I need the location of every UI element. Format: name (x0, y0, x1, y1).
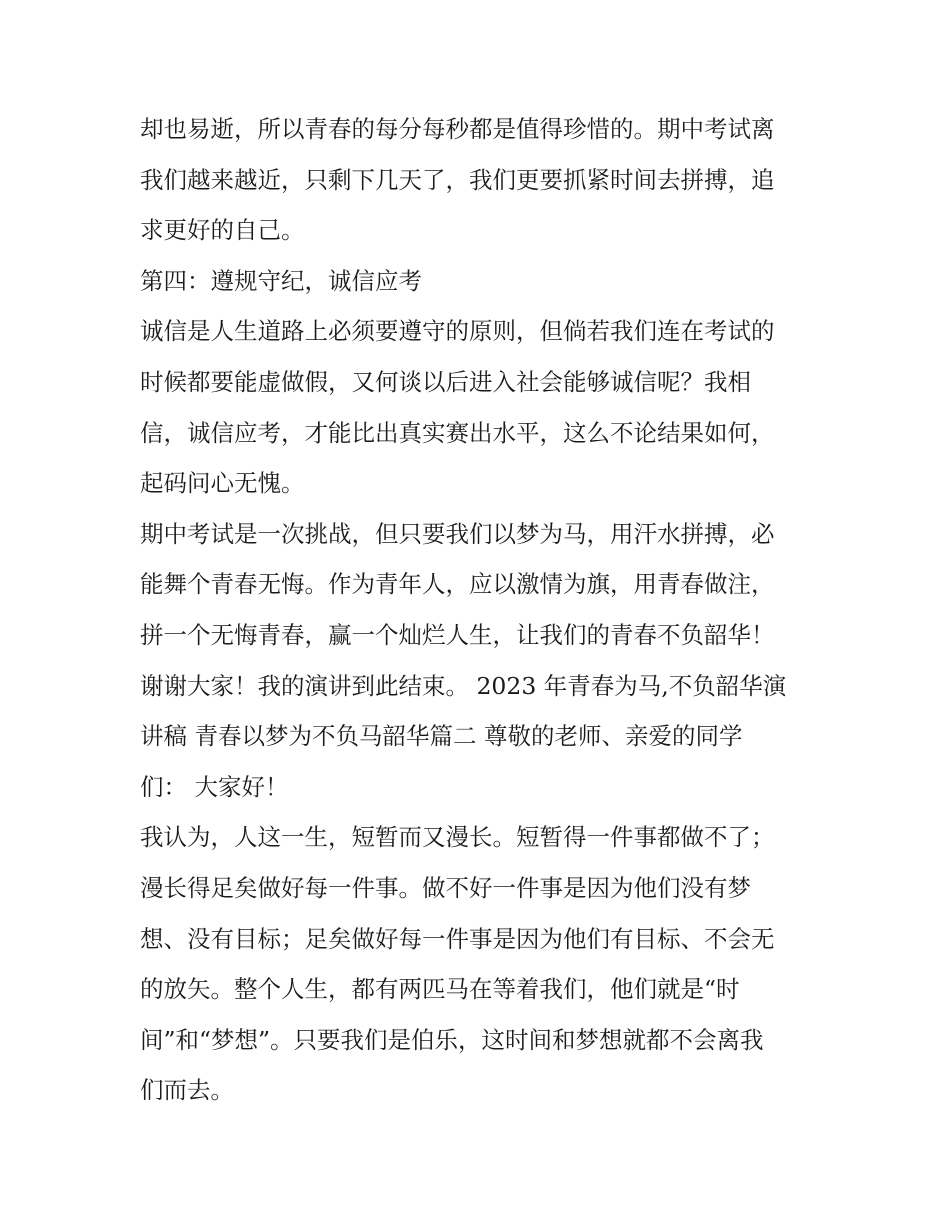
text-line: 间”和“梦想”。只要我们是伯乐，这时间和梦想就都不会离我 (140, 1025, 764, 1054)
text-line: 起码问心无愧。 (140, 469, 305, 498)
text-line: 我们越来越近，只剩下几天了，我们更要抓紧时间去拼搏，追 (140, 165, 775, 194)
text-line: 谢谢大家！我的演讲到此结束。 2023 年青春为马,不负韶华演 (140, 671, 787, 700)
document-body (140, 104, 820, 1116)
text-line: 想、没有目标；足矣做好每一件事是因为他们有目标、不会无 (140, 924, 775, 953)
text-line: 却也易逝，所以青春的每分每秒都是值得珍惜的。期中考试离 (140, 115, 775, 143)
text-line: 时候都要能虚做假，又何谈以后进入社会能够诚信呢？我相 (140, 367, 751, 396)
paragraph-conclusion (140, 509, 820, 813)
text-line: 能舞个青春无悔。作为青年人，应以激情为旗，用青春做注， (140, 570, 775, 599)
paragraph-life-view (140, 812, 820, 1116)
paragraph-continuation (140, 104, 820, 256)
text-line: 讲稿 青春以梦为不负马韶华篇二 尊敬的老师、亲爱的同学 (140, 722, 743, 751)
text-line: 我认为，人这一生，短暂而又漫长。短暂得一件事都做不了； (140, 823, 775, 852)
text-line: 诚信是人生道路上必须要遵守的原则，但倘若我们连在考试的 (140, 317, 775, 346)
text-line: 们： 大家好！ (140, 772, 289, 801)
section-heading (140, 256, 820, 307)
text-line: 们而去。 (140, 1076, 234, 1105)
heading-line: 第四：遵规守纪，诚信应考 (140, 266, 422, 295)
text-line: 漫长得足矣做好每一件事。做不好一件事是因为他们没有梦 (140, 873, 751, 902)
text-line: 拼一个无悔青春，赢一个灿烂人生，让我们的青春不负韶华！ (140, 620, 775, 649)
text-line: 的放矢。整个人生，都有两匹马在等着我们，他们就是“时 (140, 975, 740, 1004)
paragraph-integrity (140, 306, 820, 508)
text-line: 信，诚信应考，才能比出真实赛出水平，这么不论结果如何， (140, 418, 775, 447)
text-line: 求更好的自己。 (140, 216, 305, 245)
text-line: 期中考试是一次挑战，但只要我们以梦为马，用汗水拼搏，必 (140, 519, 775, 548)
